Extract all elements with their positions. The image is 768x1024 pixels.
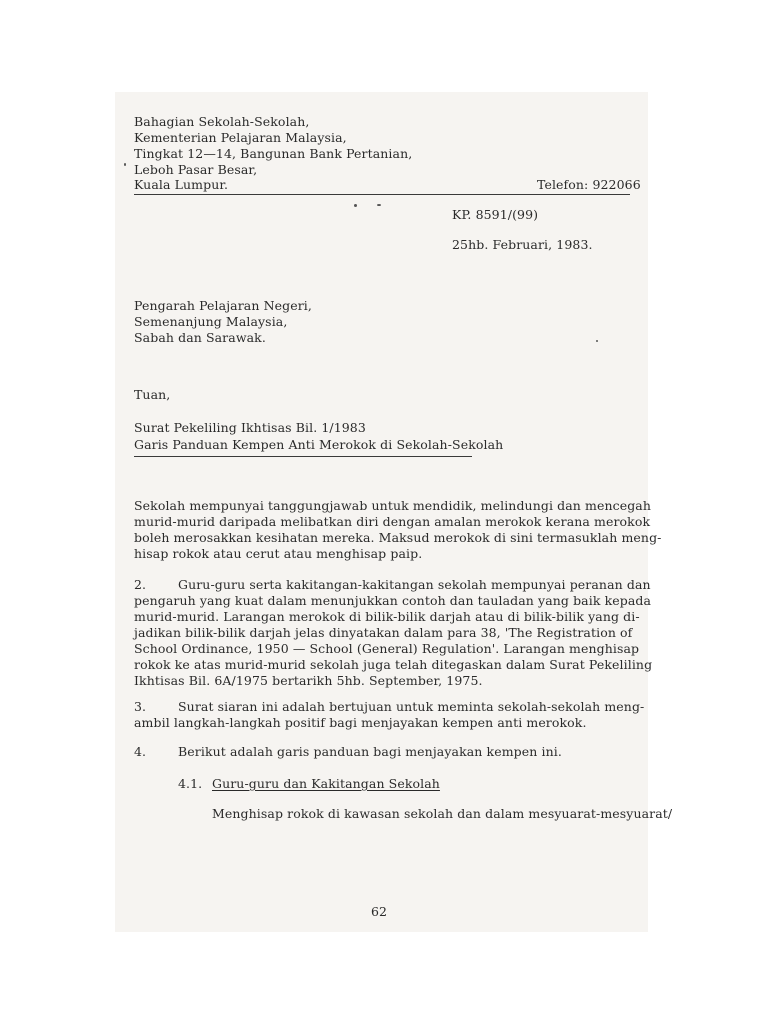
paragraph-line: School Ordinance, 1950 — School (General) Regulation'. Larangan menghisap <box>134 641 640 656</box>
paragraph-line: pengaruh yang kuat dalam menunjukkan contoh dan tauladan yang baik kepada <box>134 593 652 608</box>
section-title: Guru-guru dan Kakitangan Sekolah <box>212 776 440 791</box>
paragraph-line: hisap rokok atau cerut atau menghisap paip. <box>134 546 423 561</box>
section-text: Menghisap rokok di kawasan sekolah dan dalam mesyuarat-mesyuarat/ <box>212 806 673 821</box>
paragraph-line: murid-murid daripada melibatkan diri dengan amalan merokok kerana merokok <box>134 514 651 529</box>
sender-line: Kementerian Pelajaran Malaysia, <box>134 130 347 145</box>
recipient-line: Sabah dan Sarawak. <box>134 330 266 345</box>
sender-line: Bahagian Sekolah-Sekolah, <box>134 114 310 129</box>
sender-line: Leboh Pasar Besar, <box>134 162 258 177</box>
sender-line: Kuala Lumpur. <box>134 177 229 192</box>
paragraph-number: 4. <box>134 744 147 759</box>
subject-line-2: Garis Panduan Kempen Anti Merokok di Sekolah-Sekolah <box>134 437 504 452</box>
telefon-number: Telefon: 922066 <box>537 177 641 192</box>
scan-speck <box>377 204 381 206</box>
section-number: 4.1. <box>178 776 203 791</box>
paragraph-line: rokok ke atas murid-murid sekolah juga telah ditegaskan dalam Surat Pekeliling <box>134 657 653 672</box>
page-number: 62 <box>371 904 388 919</box>
paragraph-line: Surat siaran ini adalah bertujuan untuk meminta sekolah-sekolah meng- <box>178 699 645 714</box>
scan-speck <box>354 204 357 207</box>
paragraph-number: 3. <box>134 699 147 714</box>
paragraph-number: 2. <box>134 577 147 592</box>
paragraph-line: boleh merosakkan kesihatan mereka. Maksud merokok di sini termasuklah meng- <box>134 530 662 545</box>
sender-line: Tingkat 12—14, Bangunan Bank Pertanian, <box>134 146 413 161</box>
reference-number: KP. 8591/(99) <box>452 207 539 222</box>
paragraph-line: jadikan bilik-bilik darjah jelas dinyatakan dalam para 38, 'The Registration of <box>134 625 633 640</box>
scan-speck <box>596 340 598 342</box>
recipient-line: Semenanjung Malaysia, <box>134 314 288 329</box>
header-divider <box>134 194 630 195</box>
recipient-line: Pengarah Pelajaran Negeri, <box>134 298 312 313</box>
subject-line-1: Surat Pekeliling Ikhtisas Bil. 1/1983 <box>134 420 366 435</box>
paragraph-line: Sekolah mempunyai tanggungjawab untuk mendidik, melindungi dan mencegah <box>134 498 652 513</box>
paragraph-line: Berikut adalah garis panduan bagi menjayakan kempen ini. <box>178 744 562 759</box>
salutation: Tuan, <box>134 387 171 402</box>
letter-date: 25hb. Februari, 1983. <box>452 237 593 252</box>
subject-underline <box>134 456 472 457</box>
paragraph-line: murid-murid. Larangan merokok di bilik-bilik darjah atau di bilik-bilik yang di- <box>134 609 640 624</box>
paragraph-line: Ikhtisas Bil. 6A/1975 bertarikh 5hb. September, 1975. <box>134 673 483 688</box>
paragraph-line: ambil langkah-langkah positif bagi menjayakan kempen anti merokok. <box>134 715 587 730</box>
scan-speck <box>124 163 126 166</box>
paragraph-line: Guru-guru serta kakitangan-kakitangan sekolah mempunyai peranan dan <box>178 577 651 592</box>
